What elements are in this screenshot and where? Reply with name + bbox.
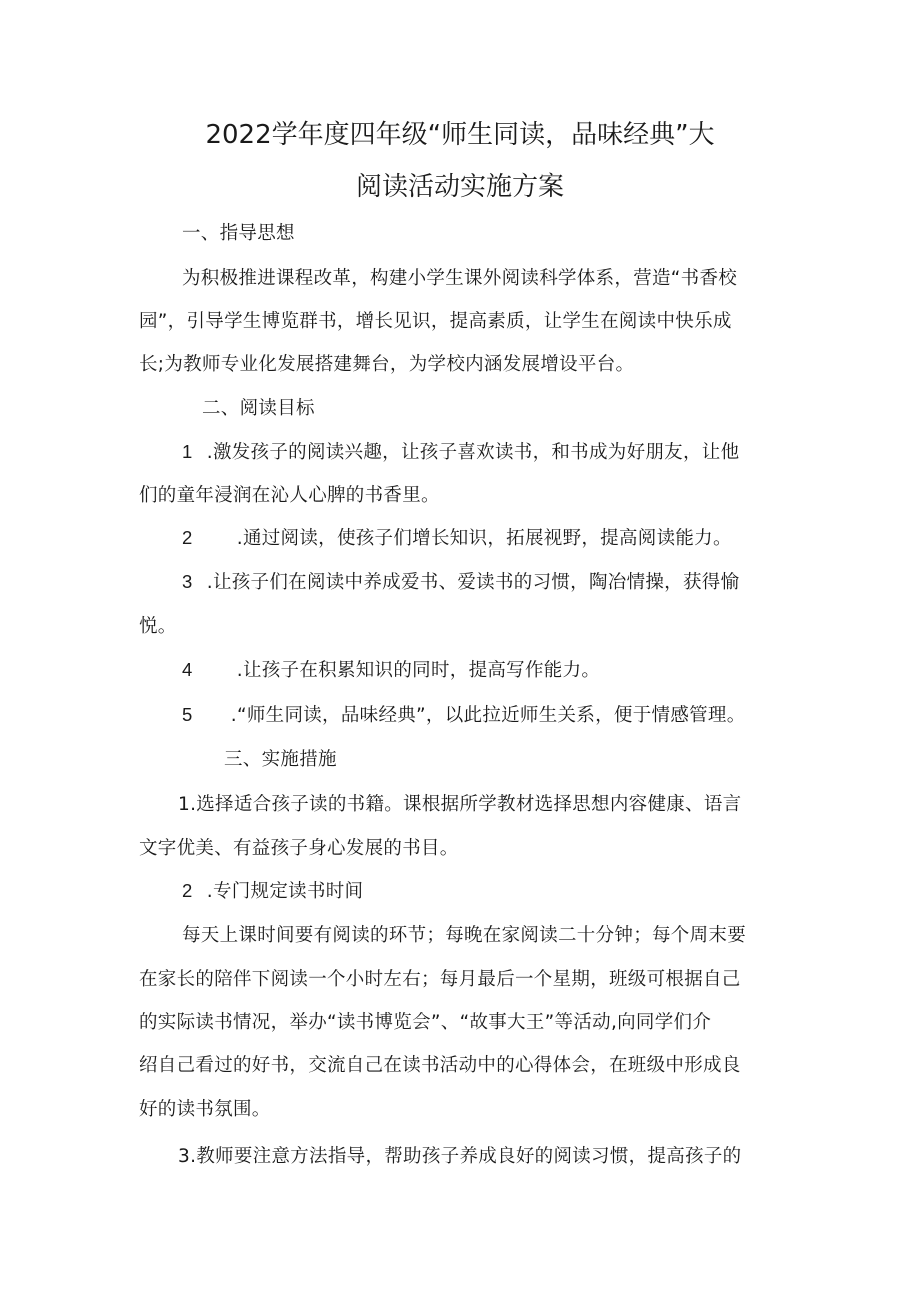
list-number: 1 (182, 441, 193, 462)
paragraph-line: 的实际读书情况，举办“读书博览会”、“故事大王”等活动,向同学们介 (139, 1012, 712, 1033)
list-text: .通过阅读，使孩子们增长知识，拓展视野，提高阅读能力。 (236, 528, 732, 549)
paragraph-line: 绍自己看过的好书，交流自己在读书活动中的心得体会，在班级中形成良 (139, 1055, 741, 1076)
paragraph-line: 长;为教师专业化发展搭建舞台，为学校内涵发展增设平台。 (139, 354, 635, 375)
paragraph-line: 3.教师要注意方法指导，帮助孩子养成良好的阅读习惯，提高孩子的 (178, 1146, 742, 1167)
document-title-line-2: 阅读活动实施方案 (355, 172, 564, 202)
section-heading-implementation: 三、实施措施 (224, 749, 337, 770)
list-item-goal-2 (182, 524, 732, 550)
list-item-goal-1 (182, 438, 739, 464)
list-number: 5 (182, 704, 193, 725)
paragraph-line: 好的读书氛围。 (139, 1099, 271, 1120)
list-number: 2 (182, 880, 193, 901)
paragraph-line: 在家长的陪伴下阅读一个小时左右；每月最后一个星期，班级可根据自己 (139, 969, 741, 990)
document-title-line-1: 2022学年度四年级“师生同读，品味经典”大 (205, 120, 715, 150)
list-item-goal-3 (182, 568, 739, 594)
list-item-measure-2 (182, 877, 363, 903)
list-text: .激发孩子的阅读兴趣，让孩子喜欢读书，和书成为好朋友，让他 (206, 442, 740, 463)
list-number: 3 (182, 571, 193, 592)
paragraph-line: 1.选择适合孩子读的书籍。课根据所学教材选择思想内容健康、语言 (178, 794, 742, 815)
section-heading-guiding-thought: 一、指导思想 (182, 223, 295, 244)
list-number: 2 (182, 527, 193, 548)
paragraph-line: 们的童年浸润在沁人心脾的书香里。 (139, 485, 440, 506)
list-item-goal-4 (182, 656, 600, 682)
paragraph-line: 悦。 (139, 616, 177, 637)
paragraph-line: 为积极推进课程改革，构建小学生课外阅读科学体系，营造“书香校 (182, 268, 738, 289)
list-text: .“师生同读，品味经典”，以此拉近师生关系，便于情感管理。 (230, 705, 746, 726)
section-heading-reading-goals: 二、阅读目标 (202, 398, 315, 419)
list-text: .专门规定读书时间 (206, 881, 364, 902)
paragraph-line: 文字优美、有益孩子身心发展的书目。 (139, 838, 459, 859)
list-item-goal-5 (182, 701, 746, 727)
paragraph-line: 园”，引导学生博览群书，增长见识，提高素质，让学生在阅读中快乐成 (139, 311, 732, 332)
list-text: .让孩子们在阅读中养成爱书、爱读书的习惯，陶冶情操，获得愉 (206, 572, 740, 593)
list-number: 4 (182, 659, 193, 680)
paragraph-line: 每天上课时间要有阅读的环节；每晚在家阅读二十分钟；每个周末要 (182, 925, 747, 946)
list-text: .让孩子在积累知识的同时，提高写作能力。 (236, 660, 601, 681)
